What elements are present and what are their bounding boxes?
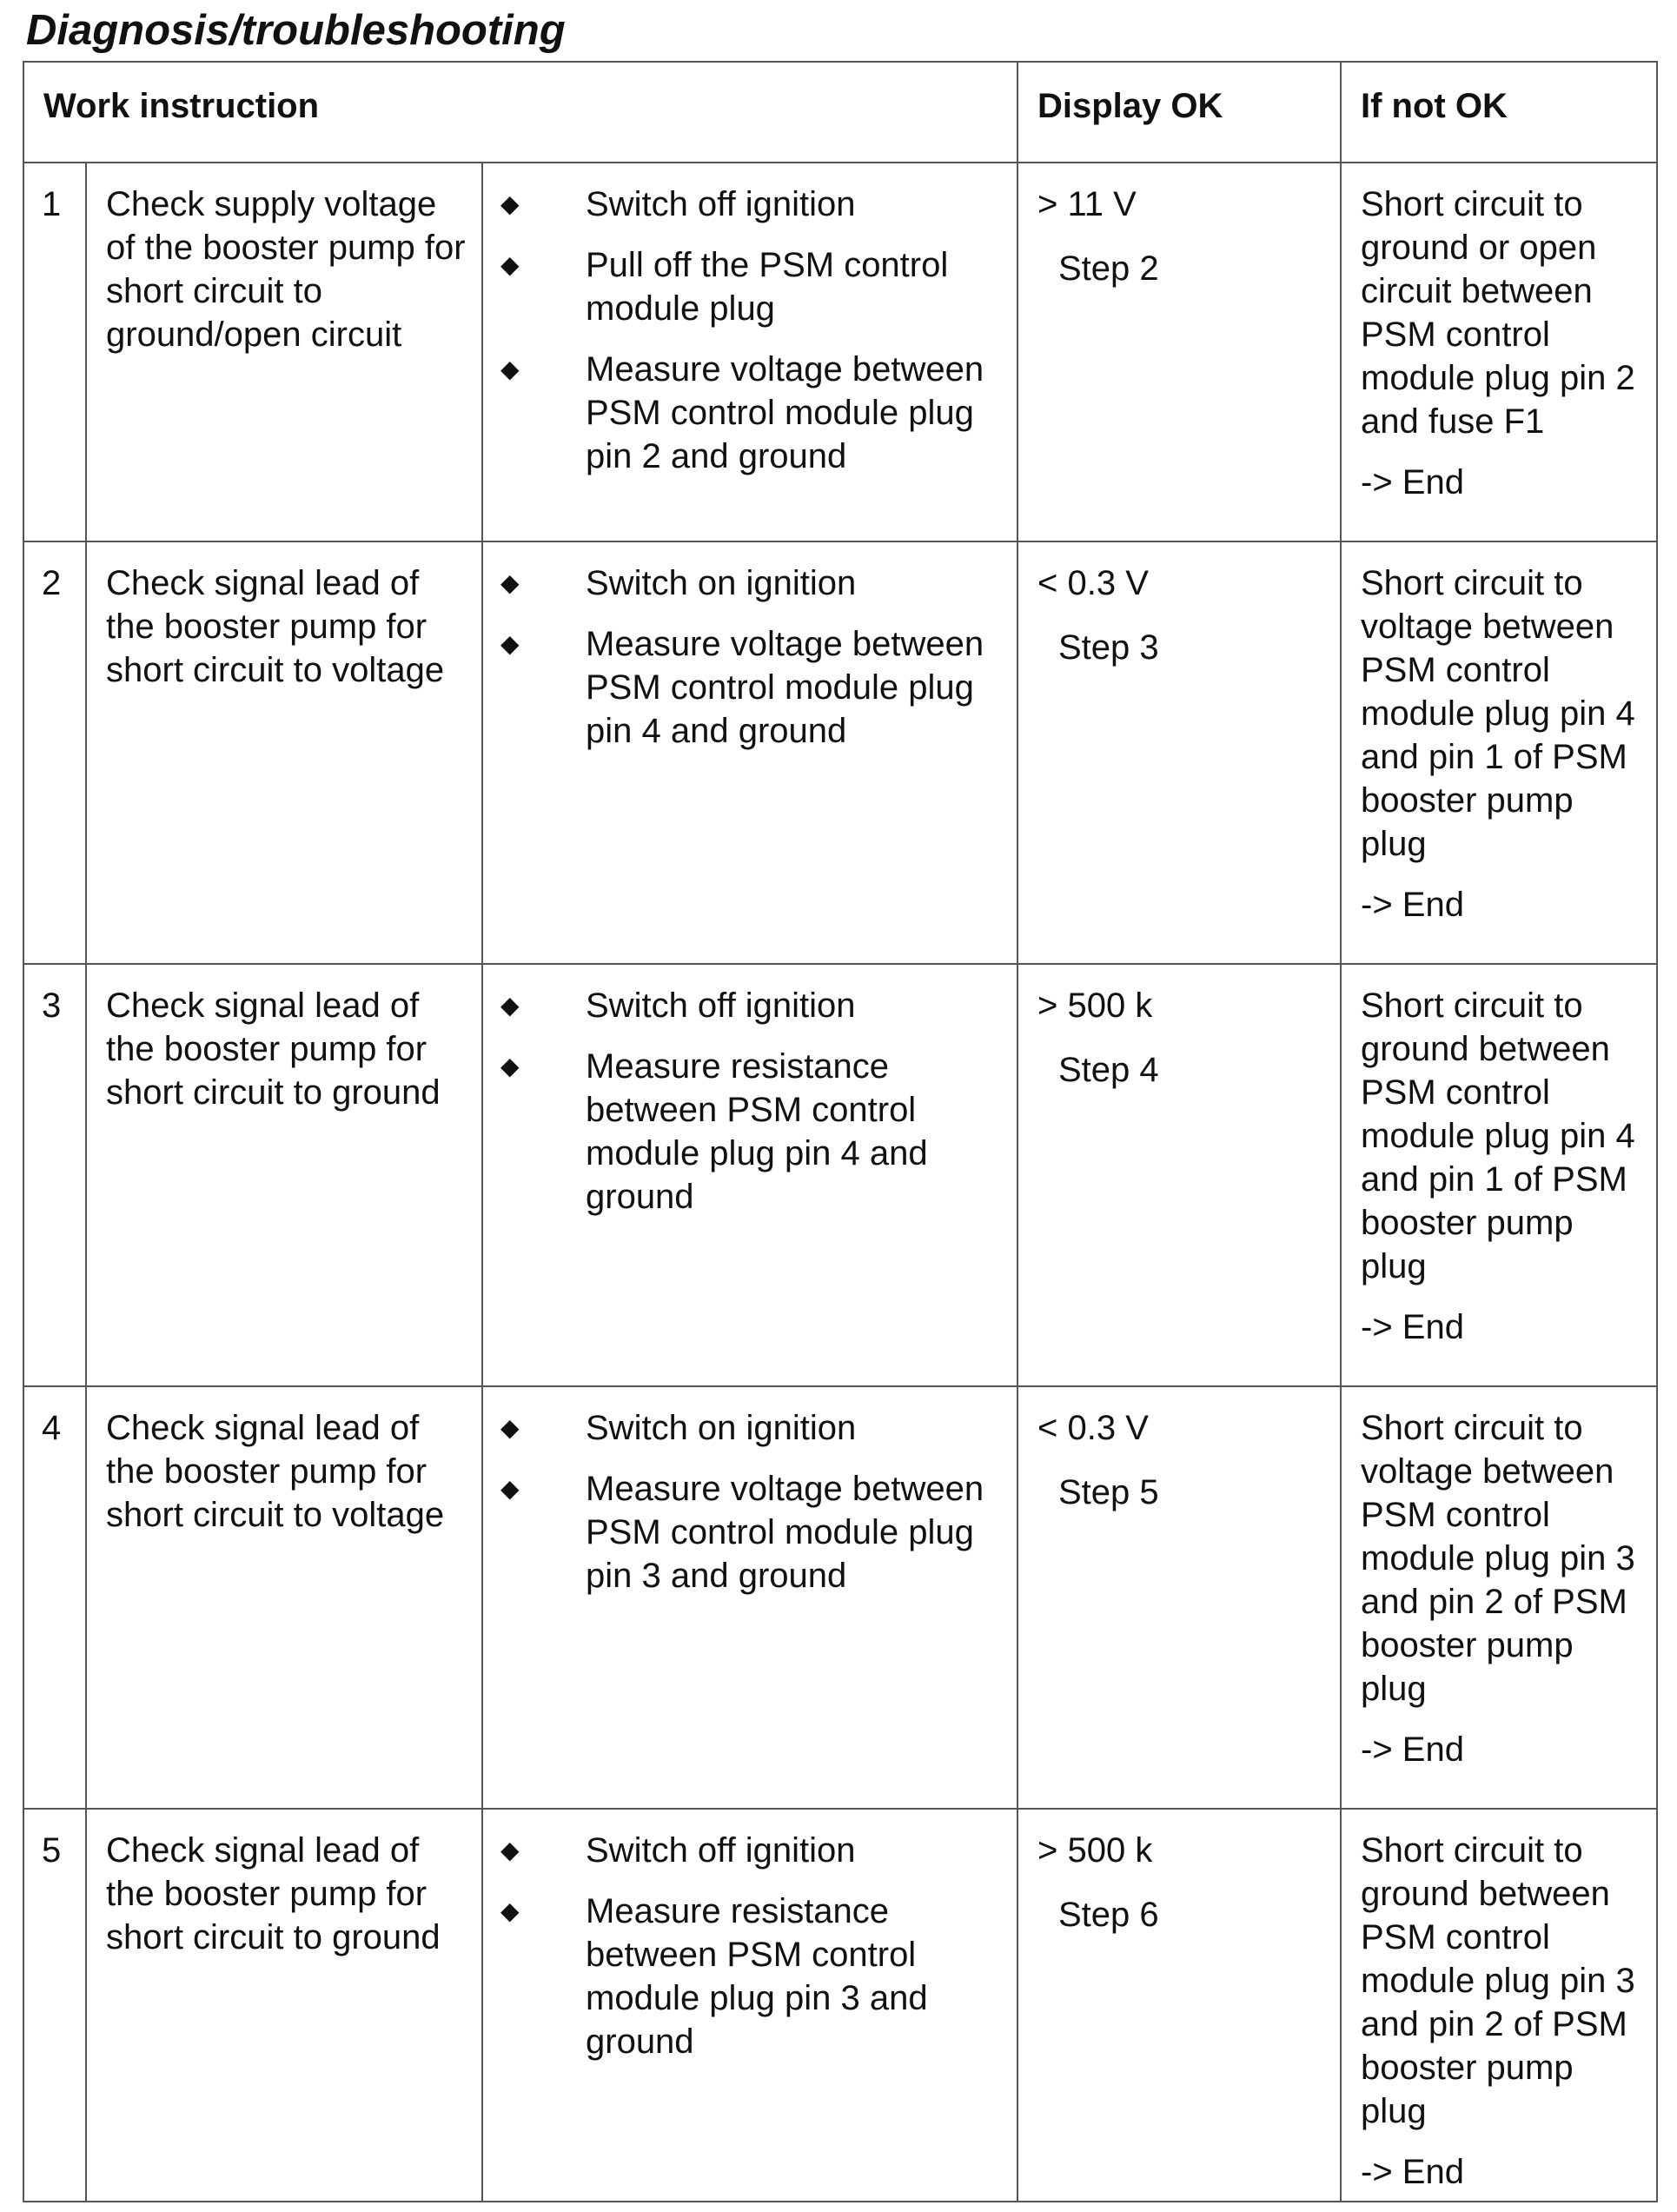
ok-value: < 0.3 V <box>1037 564 1149 602</box>
list-item <box>500 1829 1006 1872</box>
diamond-bullet-icon: ◆ <box>500 1897 520 1924</box>
step-number: 5 <box>23 1809 86 2202</box>
not-ok-end: -> End <box>1361 1308 1464 1346</box>
ok-next-step: Step 3 <box>1058 628 1159 667</box>
display-ok-cell <box>1017 1386 1341 1809</box>
diamond-bullet-icon: ◆ <box>500 190 520 217</box>
display-ok-cell <box>1017 541 1341 964</box>
instruction-steps <box>482 1809 1017 2202</box>
table-row <box>23 1809 1657 2202</box>
step-text: Measure voltage between PSM control module plug pin 4 and ground <box>586 625 984 750</box>
header-work-instruction: Work instruction <box>23 62 1017 163</box>
page-title: Diagnosis/troubleshooting <box>26 7 566 54</box>
step-text: Switch off ignition <box>586 1831 856 1870</box>
instruction-steps <box>482 541 1017 964</box>
step-number: 1 <box>23 163 86 541</box>
if-not-ok-cell <box>1341 163 1657 541</box>
display-ok-cell <box>1017 964 1341 1386</box>
not-ok-description: Short circuit to voltage between PSM control module plug pin 4 and pin 1 of PSM booster pump plug <box>1361 564 1635 863</box>
table-row <box>23 1386 1657 1809</box>
instruction-steps <box>482 964 1017 1386</box>
list-item <box>500 1467 1006 1598</box>
display-ok-cell <box>1017 163 1341 541</box>
table-header-row <box>23 62 1657 163</box>
step-text: Switch off ignition <box>586 185 856 223</box>
not-ok-description: Short circuit to ground between PSM control module plug pin 3 and pin 2 of PSM booster pump plug <box>1361 1831 1635 2130</box>
troubleshooting-table <box>23 61 1658 2202</box>
ok-next-step: Step 2 <box>1058 249 1159 288</box>
if-not-ok-cell <box>1341 964 1657 1386</box>
list-item <box>500 243 1006 330</box>
if-not-ok-cell <box>1341 541 1657 964</box>
instruction-steps <box>482 1386 1017 1809</box>
diamond-bullet-icon: ◆ <box>500 1414 520 1441</box>
ok-next-step: Step 4 <box>1058 1051 1159 1089</box>
step-number: 2 <box>23 541 86 964</box>
diamond-bullet-icon: ◆ <box>500 630 520 657</box>
ok-value: > 500 k <box>1037 1831 1153 1870</box>
table-row <box>23 964 1657 1386</box>
not-ok-end: -> End <box>1361 463 1464 502</box>
check-description: Check signal lead of the booster pump for short circuit to ground <box>86 1809 482 2202</box>
table-row <box>23 541 1657 964</box>
list-item <box>500 1890 1006 2063</box>
ok-value: < 0.3 V <box>1037 1409 1149 1447</box>
if-not-ok-cell <box>1341 1386 1657 1809</box>
instruction-steps <box>482 163 1017 541</box>
header-display-ok: Display OK <box>1017 62 1341 163</box>
list-item <box>500 183 1006 226</box>
header-if-not-ok: If not OK <box>1341 62 1657 163</box>
not-ok-end: -> End <box>1361 886 1464 924</box>
diamond-bullet-icon: ◆ <box>500 992 520 1019</box>
not-ok-end: -> End <box>1361 2153 1464 2191</box>
diamond-bullet-icon: ◆ <box>500 355 520 382</box>
list-item <box>500 622 1006 753</box>
not-ok-description: Short circuit to voltage between PSM control module plug pin 3 and pin 2 of PSM booster pump plug <box>1361 1409 1635 1708</box>
check-description: Check supply voltage of the booster pump for short circuit to ground/open circuit <box>86 163 482 541</box>
step-text: Measure voltage between PSM control module plug pin 2 and ground <box>586 350 984 475</box>
step-text: Switch off ignition <box>586 986 856 1025</box>
check-description: Check signal lead of the booster pump for short circuit to voltage <box>86 1386 482 1809</box>
table-row <box>23 163 1657 541</box>
ok-next-step: Step 5 <box>1058 1473 1159 1511</box>
display-ok-cell <box>1017 1809 1341 2202</box>
list-item <box>500 561 1006 605</box>
step-text: Measure resistance between PSM control module plug pin 3 and ground <box>586 1892 928 2061</box>
ok-value: > 500 k <box>1037 986 1153 1025</box>
check-description: Check signal lead of the booster pump for short circuit to ground <box>86 964 482 1386</box>
diamond-bullet-icon: ◆ <box>500 569 520 596</box>
not-ok-end: -> End <box>1361 1730 1464 1769</box>
ok-value: > 11 V <box>1037 185 1137 223</box>
list-item <box>500 1045 1006 1219</box>
step-number: 4 <box>23 1386 86 1809</box>
if-not-ok-cell <box>1341 1809 1657 2202</box>
ok-next-step: Step 6 <box>1058 1896 1159 1934</box>
step-number: 3 <box>23 964 86 1386</box>
list-item <box>500 984 1006 1027</box>
step-text: Pull off the PSM control module plug <box>586 246 949 328</box>
diamond-bullet-icon: ◆ <box>500 251 520 278</box>
diamond-bullet-icon: ◆ <box>500 1475 520 1502</box>
not-ok-description: Short circuit to ground between PSM control module plug pin 4 and pin 1 of PSM booster pump plug <box>1361 986 1635 1285</box>
diamond-bullet-icon: ◆ <box>500 1837 520 1863</box>
list-item <box>500 1406 1006 1450</box>
list-item <box>500 348 1006 478</box>
step-text: Measure voltage between PSM control module plug pin 3 and ground <box>586 1470 984 1595</box>
step-text: Switch on ignition <box>586 564 857 602</box>
check-description: Check signal lead of the booster pump for short circuit to voltage <box>86 541 482 964</box>
step-text: Switch on ignition <box>586 1409 857 1447</box>
diamond-bullet-icon: ◆ <box>500 1053 520 1079</box>
step-text: Measure resistance between PSM control module plug pin 4 and ground <box>586 1047 928 1216</box>
not-ok-description: Short circuit to ground or open circuit between PSM control module plug pin 2 and fuse F1 <box>1361 185 1635 441</box>
